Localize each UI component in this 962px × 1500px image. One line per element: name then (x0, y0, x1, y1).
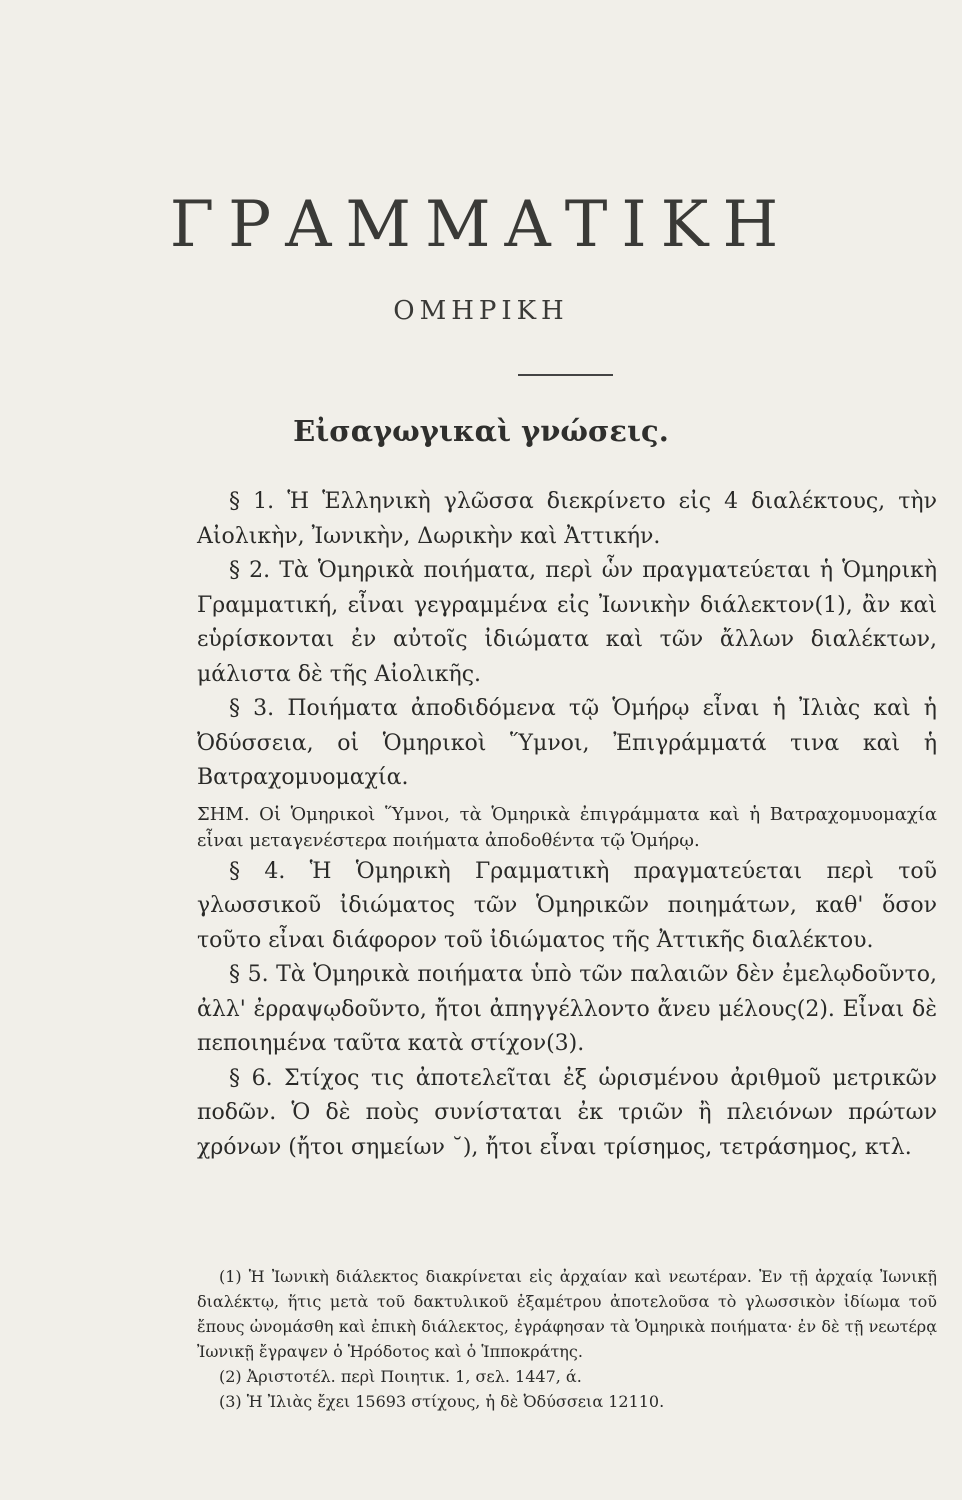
divider-rule (518, 374, 613, 376)
page-title: ΓΡΑΜΜΑΤΙΚΗ (169, 188, 793, 262)
section-heading: Εἰσαγωγικαὶ γνώσεις. (293, 414, 669, 448)
paragraph-5: § 5. Τὰ Ὁμηρικὰ ποιήματα ὑπὸ τῶν παλαιῶν δὲν ἐμελῳδοῦντο, ἀλλ' ἐρραψῳδοῦντο, ἤτοι ἀπηγγέλλοντο ἄνευ μέλους(2). Εἶναι δὲ πεποιημένα ταῦτα κατὰ στίχον(3). (197, 962, 937, 1056)
paragraph-2: § 2. Τὰ Ὁμηρικὰ ποιήματα, περὶ ὧν πραγματεύεται ἡ Ὁμηρικὴ Γραμματική, εἶναι γεγραμμένα εἰς Ἰωνικὴν διάλεκτον(1), ἂν καὶ εὑρίσκονται ἐν αὐτοῖς ἰδιώματα καὶ τῶν ἄλλων διαλέκτων, μάλιστα δὲ τῆς Αἰολικῆς. (197, 558, 937, 687)
footnotes (197, 1264, 937, 1414)
paragraph-1: § 1. Ἡ Ἑλληνικὴ γλῶσσα διεκρίνετο εἰς 4 διαλέκτους, τὴν Αἰολικὴν, Ἰωνικὴν, Δωρικὴν καὶ Ἀττικήν. (197, 489, 937, 549)
page-subtitle: ΟΜΗΡΙΚΗ (393, 296, 569, 326)
footnote-3: (3) Ἡ Ἰλιὰς ἔχει 15693 στίχους, ἡ δὲ Ὀδύσσεια 12110. (219, 1392, 665, 1411)
footnote-1: (1) Ἡ Ἰωνικὴ διάλεκτος διακρίνεται εἰς ἀρχαίαν καὶ νεωτέραν. Ἐν τῇ ἀρχαίᾳ Ἰωνικῇ διαλέκτῳ, ἥτις μετὰ τοῦ δακτυλικοῦ ἑξαμέτρου ἀποτελοῦσα τὸ γλωσσικὸν ἰδίωμα τοῦ ἔπους ὠνομάσθη καὶ ἐπικὴ διάλεκτος, ἐγράφησαν τὰ Ὁμηρικὰ ποιήματα· ἐν δὲ τῇ νεωτέρᾳ Ἰωνικῇ ἔγραψεν ὁ Ἡρόδοτος καὶ ὁ Ἱπποκράτης. (197, 1267, 937, 1361)
note-paragraph: ΣΗΜ. Οἱ Ὁμηρικοὶ Ὕμνοι, τὰ Ὁμηρικὰ ἐπιγράμματα καὶ ἡ Βατραχομυομαχία εἶναι μεταγενέστερα ποιήματα ἀποδοθέντα τῷ Ὁμήρῳ. (197, 803, 937, 851)
footnote-2: (2) Ἀριστοτέλ. περὶ Ποιητικ. 1, σελ. 1447, ά. (219, 1367, 582, 1386)
paragraph-3: § 3. Ποιήματα ἀποδιδόμενα τῷ Ὁμήρῳ εἶναι ἡ Ἰλιὰς καὶ ἡ Ὀδύσσεια, οἱ Ὁμηρικοὶ Ὕμνοι, Ἐπιγράμματά τινα καὶ ἡ Βατραχομυομαχία. (197, 696, 937, 790)
paragraph-4: § 4. Ἡ Ὁμηρικὴ Γραμματικὴ πραγματεύεται περὶ τοῦ γλωσσικοῦ ἰδιώματος τῶν Ὁμηρικῶν ποιημάτων, καθ' ὅσον τοῦτο εἶναι διάφορον τοῦ ἰδιώματος τῆς Ἀττικῆς διαλέκτου. (197, 858, 937, 953)
body-text (197, 485, 937, 1165)
paragraph-6: § 6. Στίχος τις ἀποτελεῖται ἐξ ὡρισμένου ἀριθμοῦ μετρικῶν ποδῶν. Ὁ δὲ ποὺς συνίσταται ἐκ τριῶν ἢ πλειόνων πρώτων χρόνων (ἤτοι σημείων ˘), ἤτοι εἶναι τρίσημος, τετράσημος, κτλ. (197, 1065, 937, 1160)
